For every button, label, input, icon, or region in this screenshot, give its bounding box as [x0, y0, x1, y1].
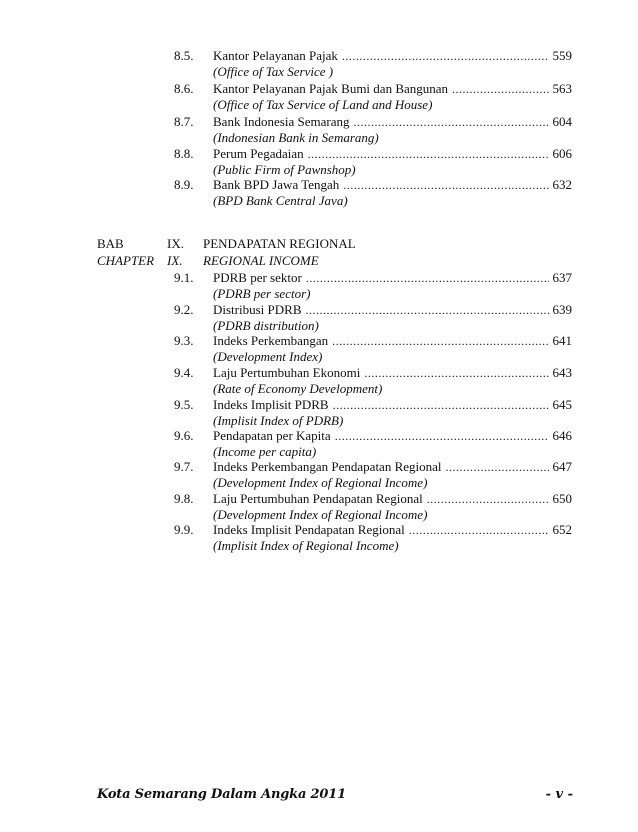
entry-subtitle: (BPD Bank Central Java)	[213, 193, 348, 208]
entry-number: 9.8.	[174, 491, 194, 506]
toc-entry-9-3[interactable]	[0, 333, 638, 367]
entry-title: Indeks Perkembangan	[213, 333, 329, 348]
chapter-title-en: REGIONAL INCOME	[203, 253, 319, 268]
entry-subtitle: (Development Index)	[213, 349, 323, 364]
entry-page-number: 604	[552, 114, 572, 129]
chapter-heading-id	[0, 236, 638, 253]
leader-dots	[342, 48, 549, 64]
chapter-label-en: CHAPTER	[97, 253, 155, 268]
entry-title: Bank Indonesia Semarang	[213, 114, 350, 129]
entry-number: 9.5.	[174, 397, 194, 412]
entry-title: Laju Pertumbuhan Ekonomi	[213, 365, 361, 380]
entry-subtitle: (Public Firm of Pawnshop)	[213, 162, 356, 177]
entry-subtitle: (Indonesian Bank in Semarang)	[213, 130, 379, 145]
toc-entry-8-9[interactable]	[0, 177, 638, 211]
toc-entry-9-8[interactable]	[0, 491, 638, 525]
page-footer	[97, 787, 573, 805]
leader-dots	[427, 491, 549, 507]
chapter-number: IX.	[167, 236, 184, 251]
entry-page-number: 646	[552, 428, 572, 443]
entry-title: Perum Pegadaian	[213, 146, 304, 161]
entry-title: Indeks Implisit PDRB	[213, 397, 329, 412]
chapter-label: BAB	[97, 236, 124, 251]
leader-dots	[308, 146, 549, 162]
entry-title: PDRB per sektor	[213, 270, 302, 285]
entry-page-number: 632	[552, 177, 572, 192]
leader-dots	[306, 270, 549, 286]
entry-title: Indeks Perkembangan Pendapatan Regional	[213, 459, 442, 474]
entry-subtitle: (Office of Tax Service of Land and House)	[213, 97, 433, 112]
leader-dots	[306, 302, 549, 318]
entry-number: 9.1.	[174, 270, 194, 285]
leader-dots	[343, 177, 548, 193]
toc-entry-9-1[interactable]	[0, 270, 638, 304]
entry-number: 9.2.	[174, 302, 194, 317]
entry-page-number: 563	[552, 81, 572, 96]
entry-title: Bank BPD Jawa Tengah	[213, 177, 340, 192]
entry-page-number: 606	[552, 146, 572, 161]
entry-title: Laju Pertumbuhan Pendapatan Regional	[213, 491, 423, 506]
toc-entry-8-5[interactable]	[0, 48, 638, 82]
entry-number: 9.6.	[174, 428, 194, 443]
entry-subtitle: (Office of Tax Service )	[213, 64, 334, 79]
entry-page-number: 652	[552, 522, 572, 537]
toc-entry-8-8[interactable]	[0, 146, 638, 180]
entry-subtitle: (Income per capita)	[213, 444, 317, 459]
leader-dots	[333, 397, 549, 413]
entry-subtitle: (Rate of Economy Development)	[213, 381, 383, 396]
toc-entry-9-5[interactable]	[0, 397, 638, 431]
entry-subtitle: (Development Index of Regional Income)	[213, 475, 428, 490]
entry-number: 8.8.	[174, 146, 194, 161]
entry-page-number: 645	[552, 397, 572, 412]
publication-title: Kota Semarang Dalam Angka 2011	[97, 787, 346, 802]
toc-entry-8-6[interactable]	[0, 81, 638, 115]
leader-dots	[353, 114, 548, 130]
entry-title: Kantor Pelayanan Pajak	[213, 48, 338, 63]
chapter-number-en: IX.	[167, 253, 183, 268]
entry-number: 9.3.	[174, 333, 194, 348]
leader-dots	[409, 522, 549, 538]
entry-number: 8.7.	[174, 114, 194, 129]
entry-page-number: 647	[552, 459, 572, 474]
toc-entry-9-7[interactable]	[0, 459, 638, 493]
leader-dots	[364, 365, 548, 381]
toc-entry-9-6[interactable]	[0, 428, 638, 462]
toc-entry-9-9[interactable]	[0, 522, 638, 556]
entry-number: 8.9.	[174, 177, 194, 192]
toc-entry-9-4[interactable]	[0, 365, 638, 399]
entry-subtitle: (Implisit Index of Regional Income)	[213, 538, 399, 553]
leader-dots	[332, 333, 548, 349]
entry-number: 9.4.	[174, 365, 194, 380]
leader-dots	[452, 81, 548, 97]
entry-page-number: 650	[552, 491, 572, 506]
toc-entry-9-2[interactable]	[0, 302, 638, 336]
entry-page-number: 643	[552, 365, 572, 380]
entry-number: 8.6.	[174, 81, 194, 96]
entry-title: Distribusi PDRB	[213, 302, 302, 317]
entry-number: 9.9.	[174, 522, 194, 537]
leader-dots	[446, 459, 549, 475]
entry-number: 9.7.	[174, 459, 194, 474]
leader-dots	[335, 428, 549, 444]
chapter-title: PENDAPATAN REGIONAL	[203, 236, 356, 251]
toc-entry-8-7[interactable]	[0, 114, 638, 148]
entry-subtitle: (Implisit Index of PDRB)	[213, 413, 344, 428]
chapter-heading-en	[0, 253, 638, 270]
entry-number: 8.5.	[174, 48, 194, 63]
entry-title: Pendapatan per Kapita	[213, 428, 331, 443]
entry-subtitle: (PDRB distribution)	[213, 318, 319, 333]
entry-page-number: 637	[552, 270, 572, 285]
page-number: - v -	[545, 787, 573, 802]
entry-title: Indeks Implisit Pendapatan Regional	[213, 522, 405, 537]
entry-page-number: 641	[552, 333, 572, 348]
entry-page-number: 559	[552, 48, 572, 63]
entry-subtitle: (Development Index of Regional Income)	[213, 507, 428, 522]
entry-page-number: 639	[552, 302, 572, 317]
entry-title: Kantor Pelayanan Pajak Bumi dan Bangunan	[213, 81, 449, 96]
entry-subtitle: (PDRB per sector)	[213, 286, 311, 301]
